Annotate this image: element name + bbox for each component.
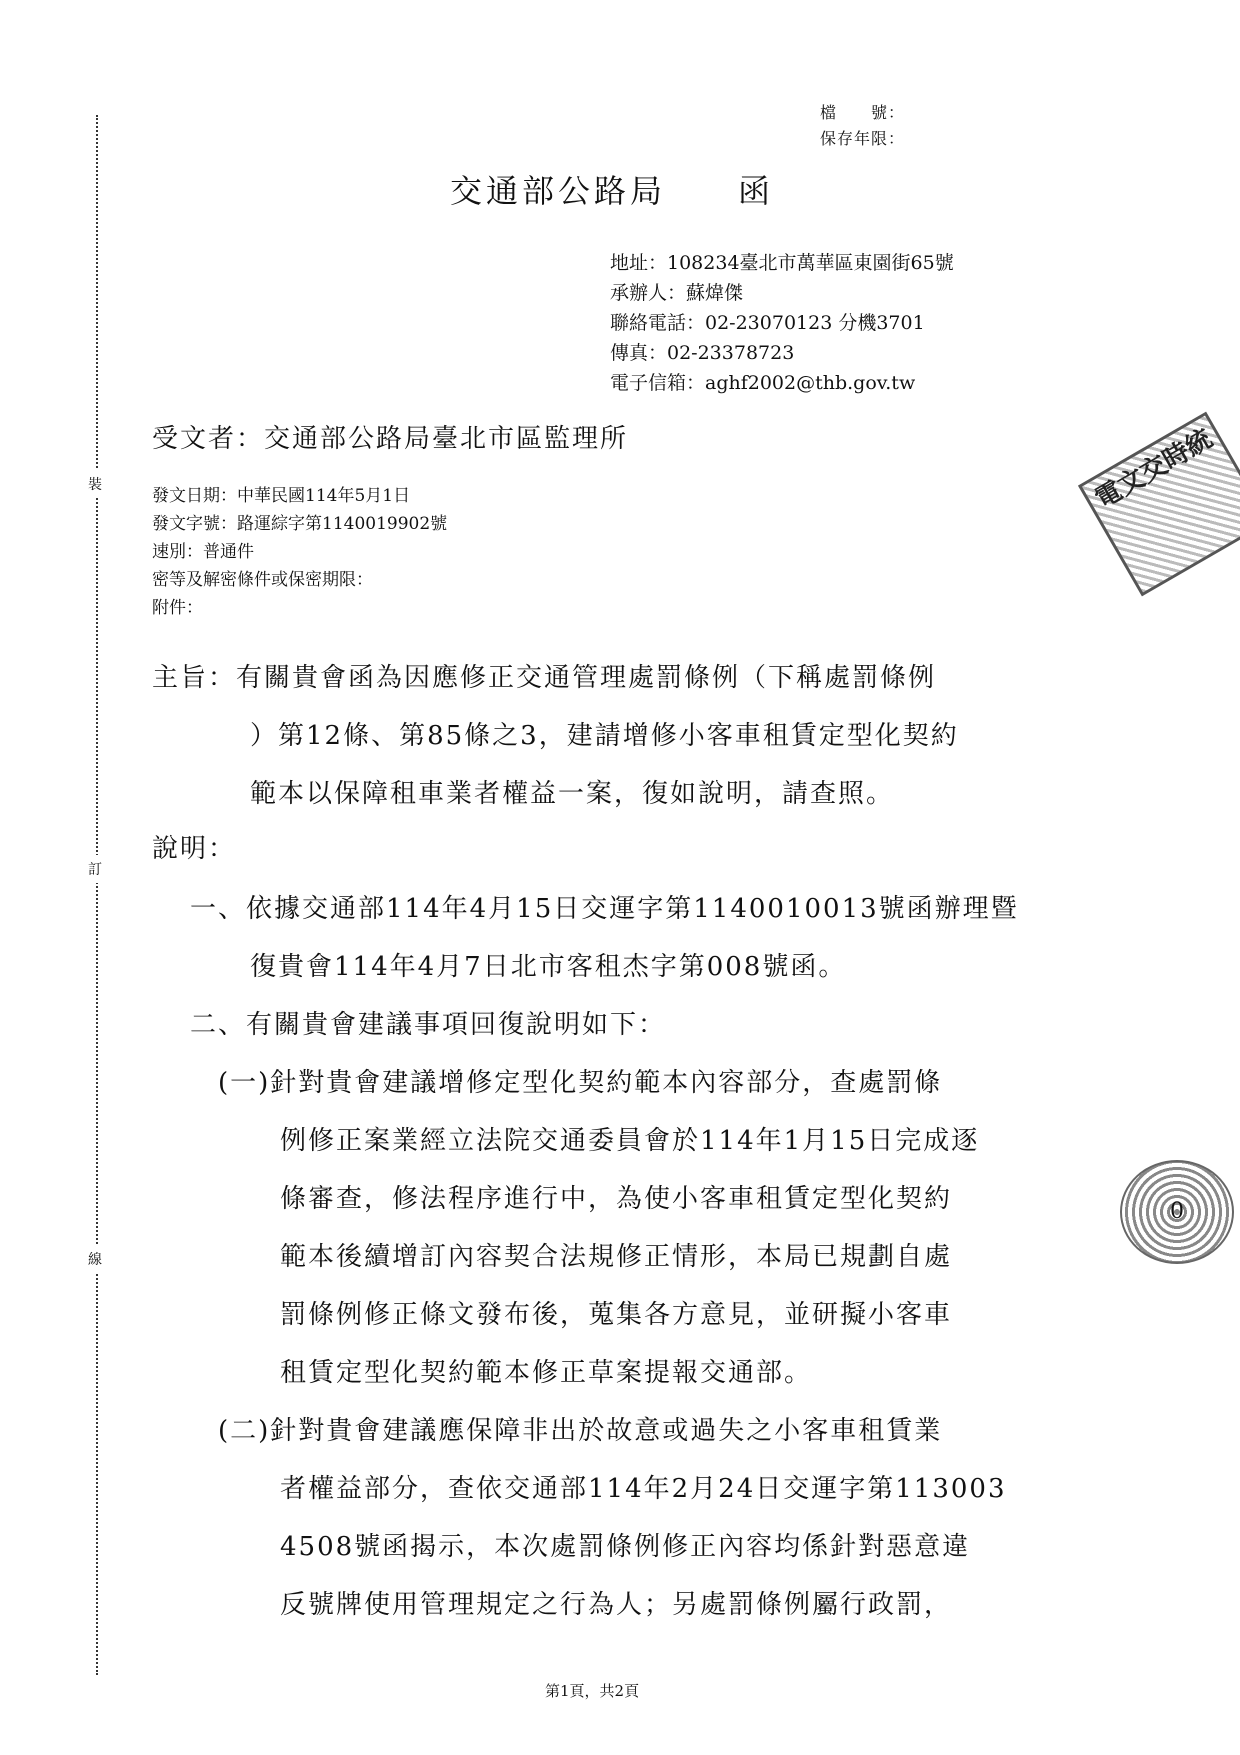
- binding-mark-zhuang: 裝: [88, 470, 102, 498]
- binding-mark-xian: 線: [88, 1245, 102, 1273]
- issue-number: 發文字號：路運綜字第1140019902號: [152, 514, 448, 534]
- official-seal: 0: [1120, 1160, 1234, 1264]
- subject-line-2: ）第12條、第85條之3，建請增修小客車租賃定型化契約: [250, 721, 959, 751]
- sub1-line-6: 租賃定型化契約範本修正草案提報交通部。: [280, 1358, 813, 1388]
- sub1-line-2: 例修正案業經立法院交通委員會於114年1月15日完成逐: [280, 1126, 980, 1156]
- document-title: 交通部公路局 函: [450, 172, 775, 210]
- page-number: 第1頁，共2頁: [545, 1682, 640, 1700]
- sub1-line-1: (一)針對貴會建議增修定型化契約範本內容部分，查處罰條: [218, 1068, 943, 1098]
- contact-phone: 聯絡電話：02-23070123 分機3701: [610, 312, 925, 334]
- file-number-label: 檔 號：: [820, 103, 906, 122]
- contact-address: 地址：108234臺北市萬華區東園街65號: [610, 252, 954, 274]
- sub2-line-4: 反號牌使用管理規定之行為人；另處罰條例屬行政罰，: [280, 1590, 953, 1620]
- item2-line-1: 二、有關貴會建議事項回復說明如下：: [190, 1010, 667, 1040]
- sub2-line-2: 者權益部分，查依交通部114年2月24日交運字第113003: [280, 1474, 1007, 1504]
- contact-officer: 承辦人：蘇煒傑: [610, 282, 744, 304]
- item1-line-2: 復貴會114年4月7日北市客租杰字第008號函。: [250, 952, 847, 982]
- contact-email: 電子信箱：aghf2002@thb.gov.tw: [610, 372, 916, 394]
- binding-line: [96, 115, 98, 1675]
- binding-mark-ding: 訂: [88, 855, 102, 883]
- delivery-speed: 速別：普通件: [152, 542, 254, 562]
- recipient: 受文者：交通部公路局臺北市區監理所: [152, 424, 629, 454]
- secrecy-level: 密等及解密條件或保密期限：: [152, 570, 373, 590]
- sub2-line-3: 4508號函揭示，本次處罰條例修正內容均係針對惡意違: [280, 1532, 971, 1562]
- attachment: 附件：: [152, 598, 203, 618]
- issue-date: 發文日期：中華民國114年5月1日: [152, 486, 411, 506]
- subject-line-1: 主旨：有關貴會函為因應修正交通管理處罰條例（下稱處罰條例: [152, 663, 937, 693]
- received-time-stamp: 電文交時統: [1078, 412, 1240, 597]
- explanation-heading: 說明：: [152, 834, 237, 864]
- sub1-line-4: 範本後續增訂內容契合法規修正情形，本局已規劃自處: [280, 1242, 953, 1272]
- contact-fax: 傳真：02-23378723: [610, 342, 795, 364]
- sub1-line-3: 條審查，修法程序進行中，為使小客車租賃定型化契約: [280, 1184, 953, 1214]
- sub1-line-5: 罰條例修正條文發布後，蒐集各方意見，並研擬小客車: [280, 1300, 953, 1330]
- retention-period-label: 保存年限：: [820, 129, 906, 148]
- item1-line-1: 一、依據交通部114年4月15日交運字第1140010013號函辦理暨: [190, 894, 1019, 924]
- sub2-line-1: (二)針對貴會建議應保障非出於故意或過失之小客車租賃業: [218, 1416, 943, 1446]
- subject-line-3: 範本以保障租車業者權益一案，復如說明，請查照。: [250, 779, 895, 809]
